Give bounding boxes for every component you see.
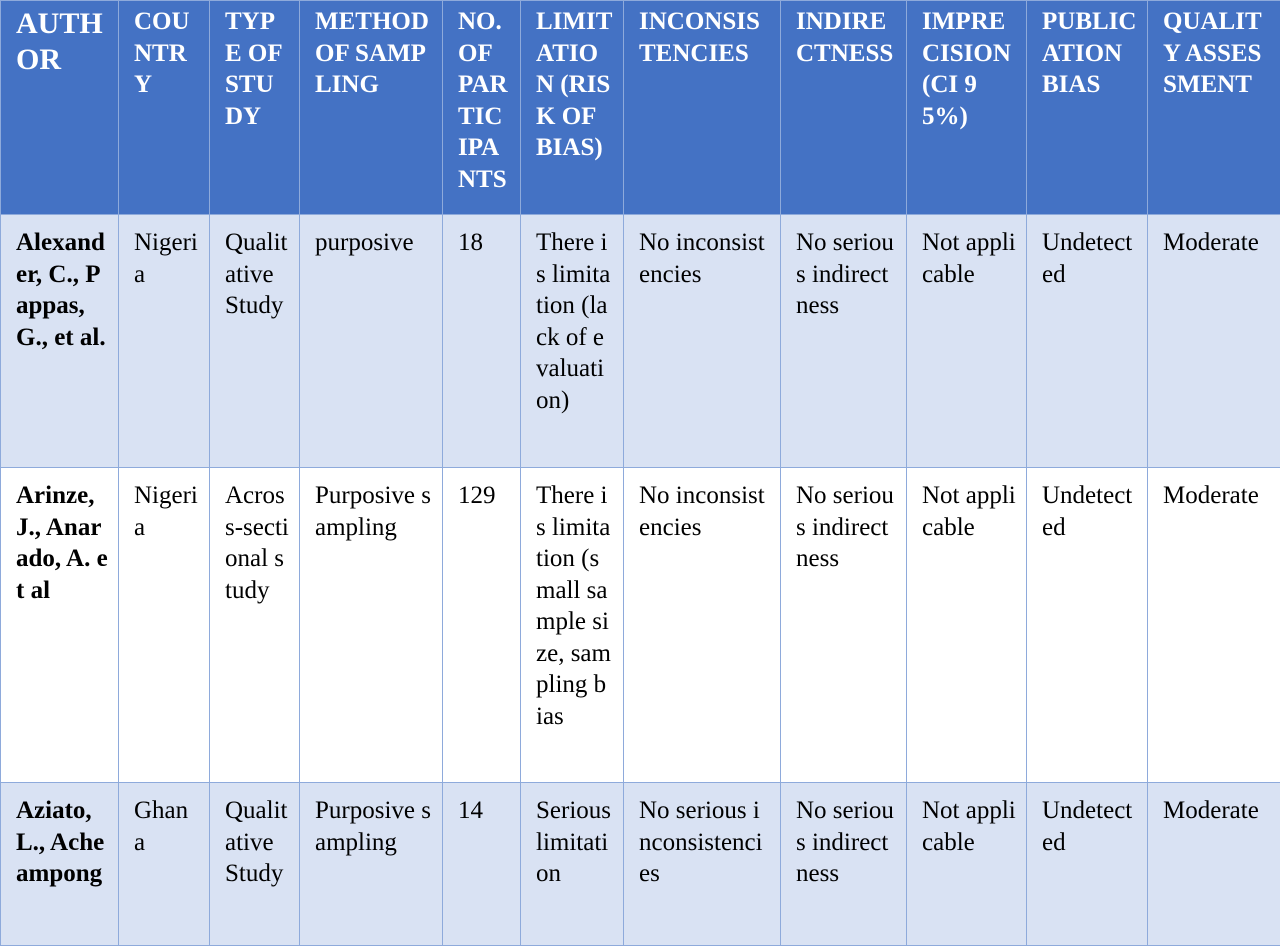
header-publication-bias: PUBLICATION BIAS — [1027, 1, 1148, 215]
header-author: AUTHOR — [1, 1, 119, 215]
imprecision-cell: Not applicable — [907, 468, 1027, 783]
header-imprecision: IMPRECISION (CI 95%) — [907, 1, 1027, 215]
publication-bias-cell: Undetected — [1027, 215, 1148, 468]
study-type-cell: Across-sectional study — [210, 468, 300, 783]
country-cell: Ghana — [119, 783, 210, 946]
participants-cell: 129 — [443, 468, 521, 783]
publication-bias-cell: Undetected — [1027, 783, 1148, 946]
imprecision-cell: Not applicable — [907, 215, 1027, 468]
indirectness-cell: No serious indirectness — [781, 783, 907, 946]
sampling-cell: purposive — [300, 215, 443, 468]
imprecision-cell: Not applicable — [907, 783, 1027, 946]
quality-cell: Moderate — [1148, 783, 1280, 946]
author-cell: Alexander, C., Pappas, G., et al. — [1, 215, 119, 468]
header-indirectness: INDIRECTNESS — [781, 1, 907, 215]
inconsistencies-cell: No serious inconsistencies — [624, 783, 781, 946]
limitation-cell: Serious limitation — [521, 783, 624, 946]
header-inconsistencies: INCONSISTENCIES — [624, 1, 781, 215]
header-no-of-participants: NO. OF PARTICIPANTS — [443, 1, 521, 215]
study-type-cell: Qualitative Study — [210, 783, 300, 946]
header-method-of-sampling: METHOD OF SAMPLING — [300, 1, 443, 215]
participants-cell: 14 — [443, 783, 521, 946]
header-country: COUNTRY — [119, 1, 210, 215]
table-row — [1, 468, 1280, 783]
table-row — [1, 215, 1280, 468]
header-limitation: LIMITATION (RISK OF BIAS) — [521, 1, 624, 215]
author-cell: Arinze, J., Anarado, A. et al — [1, 468, 119, 783]
quality-cell: Moderate — [1148, 468, 1280, 783]
inconsistencies-cell: No inconsistencies — [624, 215, 781, 468]
limitation-cell: There is limitation (lack of evaluation) — [521, 215, 624, 468]
limitation-cell: There is limitation (small sample size, sampling bias — [521, 468, 624, 783]
country-cell: Nigeria — [119, 468, 210, 783]
author-cell: Aziato, L., Acheampong — [1, 783, 119, 946]
publication-bias-cell: Undetected — [1027, 468, 1148, 783]
quality-cell: Moderate — [1148, 215, 1280, 468]
participants-cell: 18 — [443, 215, 521, 468]
inconsistencies-cell: No inconsistencies — [624, 468, 781, 783]
indirectness-cell: No serious indirectness — [781, 215, 907, 468]
table-row — [1, 783, 1280, 946]
sampling-cell: Purposive sampling — [300, 468, 443, 783]
header-row — [1, 1, 1280, 215]
country-cell: Nigeria — [119, 215, 210, 468]
header-type-of-study: TYPE OF STUDY — [210, 1, 300, 215]
indirectness-cell: No serious indirectness — [781, 468, 907, 783]
study-type-cell: Qualitative Study — [210, 215, 300, 468]
header-quality-assessment: QUALITY ASSESSMENT — [1148, 1, 1280, 215]
sampling-cell: Purposive sampling — [300, 783, 443, 946]
